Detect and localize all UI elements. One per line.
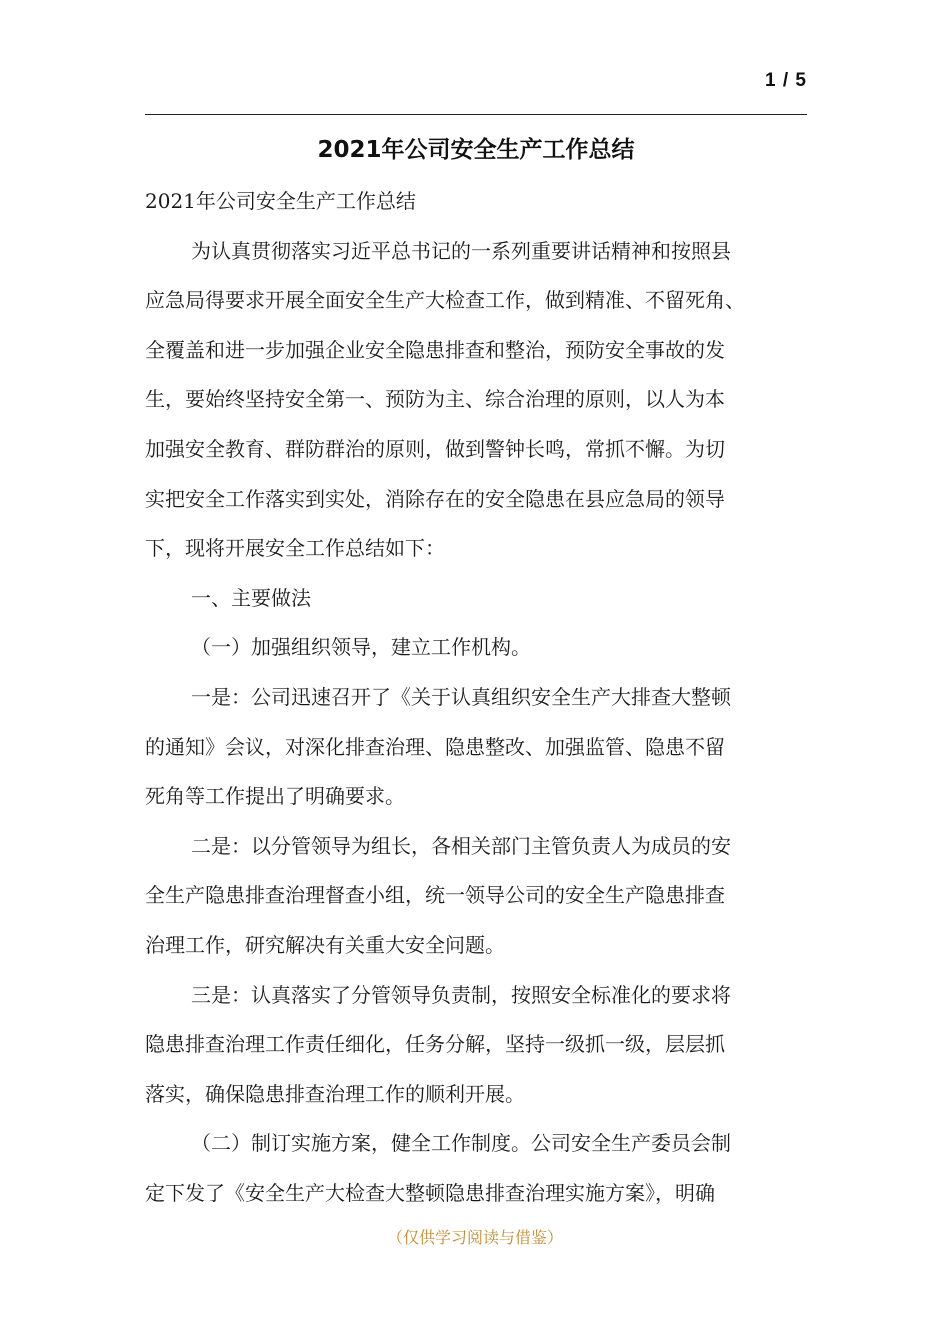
subsection-heading: （一）加强组织领导，建立工作机构。 [191,635,531,660]
footer-note: （仅供学习阅读与借鉴） [386,1228,563,1247]
body-line: 下，现将开展安全工作总结如下： [145,536,445,561]
body-line: 实把安全工作落实到实处，消除存在的安全隐患在县应急局的领导 [145,486,725,511]
document-title: 2021年公司安全生产工作总结 [317,137,635,163]
body-line: 生，要始终坚持安全第一、预防为主、综合治理的原则，以人为本 [145,387,725,412]
body-line: 为认真贯彻落实习近平总书记的一系列重要讲话精神和按照县 [191,238,731,263]
body-line: 一是：公司迅速召开了《关于认真组织安全生产大排查大整顿 [191,684,731,709]
section-heading: 一、主要做法 [191,585,311,610]
body-line: 加强安全教育、群防群治的原则，做到警钟长鸣，常抓不懈。为切 [145,436,725,461]
body-line: 落实，确保隐患排查治理工作的顺利开展。 [145,1081,525,1106]
body-line: 死角等工作提出了明确要求。 [145,784,405,809]
body-line: 应急局得要求开展全面安全生产大检查工作，做到精准、不留死角、 [145,288,745,313]
body-line: 的通知》会议，对深化排查治理、隐患整改、加强监管、隐患不留 [145,734,725,759]
page-number: 1 / 5 [765,70,807,91]
body-line: 治理工作，研究解决有关重大安全问题。 [145,932,505,957]
body-line: 全覆盖和进一步加强企业安全隐患排查和整治，预防安全事故的发 [145,337,725,362]
body-line: 二是：以分管领导为组长，各相关部门主管负责人为成员的安 [191,833,731,858]
header-divider [145,114,807,115]
subsection-heading: （二）制订实施方案，健全工作制度。公司安全生产委员会制 [191,1131,731,1156]
body-line: 定下发了《安全生产大检查大整顿隐患排查治理实施方案》，明确 [145,1180,715,1205]
body-line: 2021年公司安全生产工作总结 [145,189,416,213]
body-line: 三是：认真落实了分管领导负责制，按照安全标准化的要求将 [191,982,731,1007]
body-line: 全生产隐患排查治理督查小组，统一领导公司的安全生产隐患排查 [145,883,725,908]
body-line: 隐患排查治理工作责任细化，任务分解，坚持一级抓一级，层层抓 [145,1032,725,1057]
document-body [145,177,815,1218]
